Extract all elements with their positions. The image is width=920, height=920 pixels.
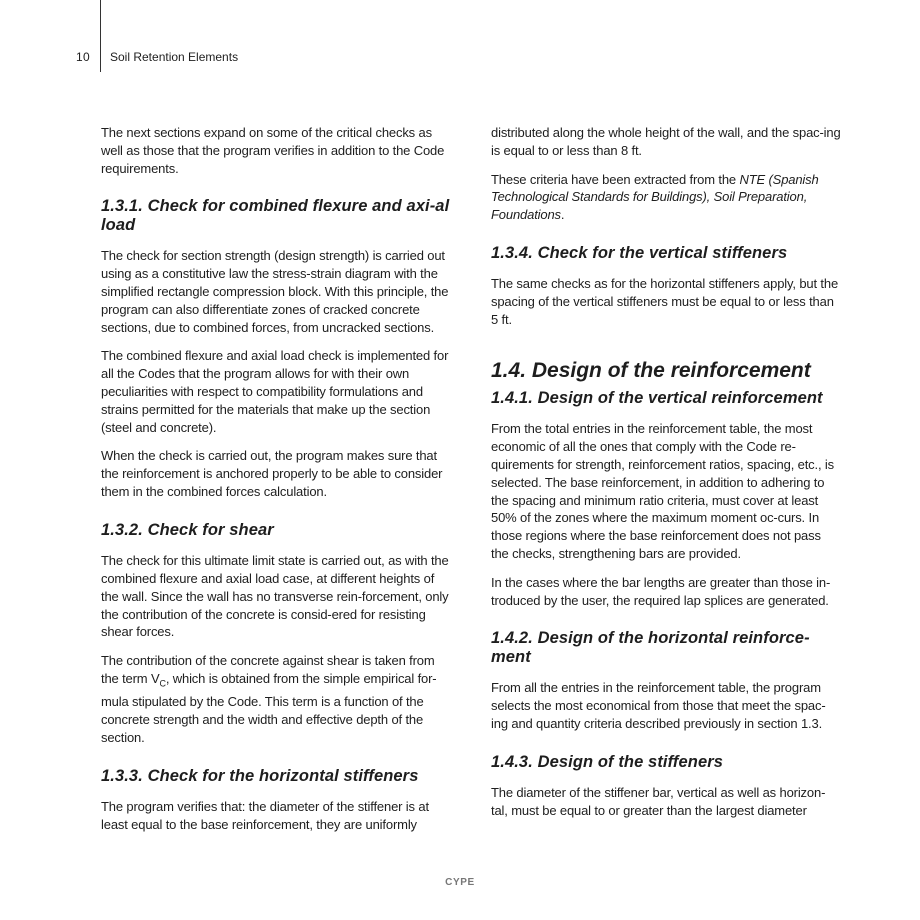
- paragraph: In the cases where the bar lengths are greater than those in-troduced by the user, the required lap splices are generated.: [491, 574, 831, 608]
- paragraph-criteria: These criteria have been extracted from the NTE (Spanish Technological Standards for Buildings), Soil Preparation, Foundations.: [491, 171, 819, 223]
- paragraph: The same checks as for the horizontal stiffeners apply, but the spacing of the vertical stiffeners must be equal to or less than 5 ft.: [491, 276, 839, 328]
- heading-1-4: 1.4. Design of the reinforcement: [491, 358, 811, 382]
- heading-1-4-3: 1.4.3. Design of the stiffeners: [491, 752, 724, 771]
- page-number: 10: [76, 50, 90, 64]
- subscript-c: C: [159, 678, 166, 689]
- paragraph: The diameter of the stiffener bar, vertical as well as horizon-tal, must be equal to or greater than the largest diameter: [491, 785, 826, 819]
- paragraph-shear-term: The contribution of the concrete against shear is taken from the term $V_C$, which is obtained from the simple empirical for-mula stipulated by the Code. This term is a function of the concrete strength and the width and effective depth of the section.: [101, 653, 437, 746]
- paragraph: The check for this ultimate limit state is carried out, as with the combined flexure and axial load case, at different heights of the wall. Since the wall has no transverse rein-forcement, only the contribution of the concrete is consid-ered for resisting shear forces.: [101, 553, 449, 640]
- heading-1-3-2: 1.3.2. Check for shear: [101, 520, 274, 539]
- footer-brand: CYPE: [445, 877, 475, 888]
- nte-reference: NTE (Spanish Technological Standards for Buildings), Soil Preparation, Foundations: [491, 171, 819, 223]
- paragraph: From all the entries in the reinforcement table, the program selects the most economical from those that meet the spac-ing and quantity criteria described previously in section 1.3.: [491, 680, 826, 731]
- paragraph: When the check is carried out, the program makes sure that the reinforcement is anchored properly to be able to consider them in the combined forces calculation.: [101, 448, 443, 499]
- running-title: Soil Retention Elements: [110, 50, 239, 64]
- heading-1-3-1: 1.3.1. Check for combined flexure and axi-al load: [101, 197, 450, 234]
- paragraph: The check for section strength (design strength) is carried out using as a constitutive law the stress-strain diagram with the simplified rectangle compression block. With this principle, the program can also differentiate zones of cracked concrete sections, due to combined forces, from uncracked sections.: [101, 248, 449, 335]
- paragraph: distributed along the whole height of the wall, and the spac-ing is equal to or less than 8 ft.: [491, 125, 841, 158]
- right-column: [491, 124, 841, 831]
- paragraph: The program verifies that: the diameter of the stiffener is at least equal to the base reinforcement, they are uniformly: [101, 799, 429, 833]
- heading-1-4-1: 1.4.1. Design of the vertical reinforcement: [491, 388, 823, 407]
- left-column: [101, 124, 451, 845]
- heading-1-3-4: 1.3.4. Check for the vertical stiffeners: [491, 243, 788, 262]
- intro-paragraph: The next sections expand on some of the critical checks as well as those that the program verifies in addition to the Code requirements.: [101, 125, 445, 176]
- heading-1-4-2: 1.4.2. Design of the horizontal reinforce-ment: [491, 629, 810, 666]
- paragraph: From the total entries in the reinforcement table, the most economic of all the ones that comply with the Code re-quirements for strength, reinforcement ratios, spacing, etc., is selected. The base reinforcement, in addition to adhering to the spacing and minimum ratio criteria, must cover at least 50% of the zones where the maximum moment oc-curs. In those regions where the base reinforcement does not pass the checks, strengthening bars are provided.: [491, 421, 834, 561]
- heading-1-3-3: 1.3.3. Check for the horizontal stiffeners: [101, 766, 419, 785]
- header-divider-line: [100, 0, 101, 72]
- paragraph: The combined flexure and axial load check is implemented for all the Codes that the program allows for with their own peculiarities with respect to compatibility formulations and strains permitted for the materials that make up the section (steel and concrete).: [101, 348, 449, 435]
